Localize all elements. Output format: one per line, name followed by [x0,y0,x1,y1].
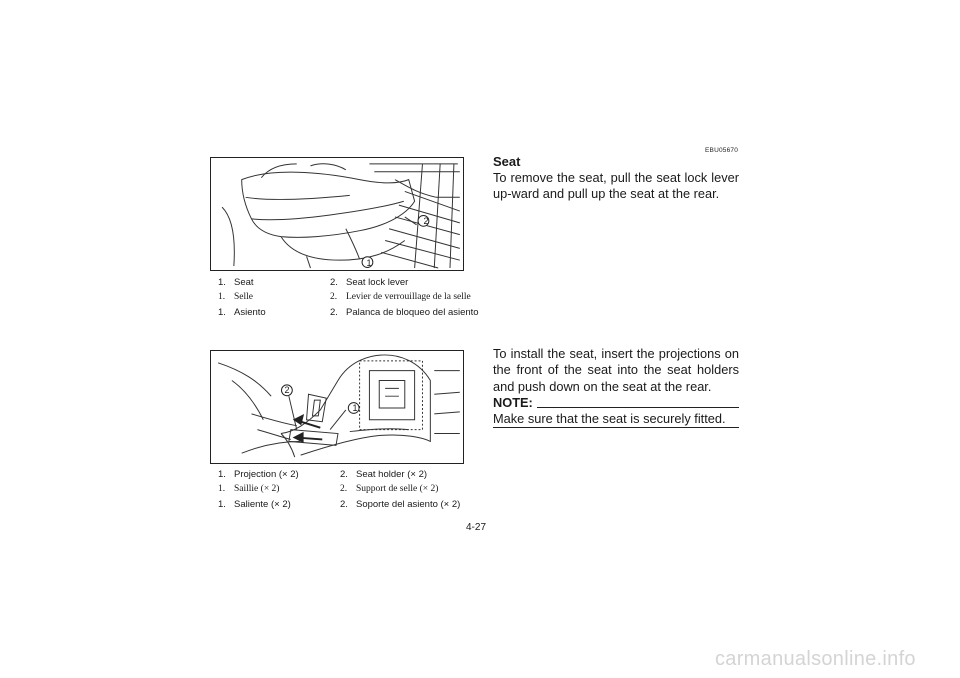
caption-num: 1. [218,307,226,318]
callout-1: 1 [366,258,372,268]
caption-text: Support de selle (× 2) [356,484,439,494]
note-block [493,395,739,427]
section-title: Seat [493,154,521,169]
section-code: EBU05670 [705,147,739,154]
seat-holder-drawing [211,351,463,463]
page-number: 4-27 [466,522,487,533]
callout-2: 2 [423,216,429,226]
caption-text: Saillie (× 2) [234,484,280,494]
install-instructions: To install the seat, insert the projections on the front of the seat into the seat holders and push down on the seat at the rear. [493,346,739,394]
callout-1: 1 [352,403,358,413]
caption-num: 2. [340,499,348,510]
seat-drawing [211,158,463,270]
note-bottom-rule [493,427,739,428]
note-label: NOTE: [493,395,533,410]
caption-text: Seat lock lever [346,277,409,288]
caption-num: 1. [218,499,226,510]
caption-text: Soporte del asiento (× 2) [356,499,461,510]
caption-num: 2. [340,484,348,494]
figure1-captions [218,275,478,320]
caption-num: 1. [218,277,226,288]
caption-text: Palanca de bloqueo del asiento [346,307,479,318]
caption-text: Projection (× 2) [234,469,299,480]
caption-num: 1. [218,484,226,494]
note-top-rule [537,407,739,408]
caption-num: 1. [218,292,226,302]
callout-2: 2 [284,385,290,395]
caption-text: Saliente (× 2) [234,499,291,510]
watermark-text: carmanualsonline.info [715,648,916,670]
seat-holder-illustration [210,350,464,464]
seat-illustration [210,157,464,271]
caption-num: 2. [330,307,338,318]
remove-instructions: To remove the seat, pull the seat lock lever up-ward and pull up the seat at the rear. [493,170,739,202]
caption-num: 2. [330,277,338,288]
caption-num: 1. [218,469,226,480]
note-text: Make sure that the seat is securely fitted. [493,411,726,426]
caption-text: Asiento [234,307,266,318]
caption-text: Seat [234,277,254,288]
caption-text: Seat holder (× 2) [356,469,428,480]
caption-text: Levier de verrouillage de la selle [346,292,471,302]
figure2-captions [218,467,478,512]
caption-text: Selle [234,292,253,302]
caption-num: 2. [330,292,338,302]
caption-num: 2. [340,469,348,480]
